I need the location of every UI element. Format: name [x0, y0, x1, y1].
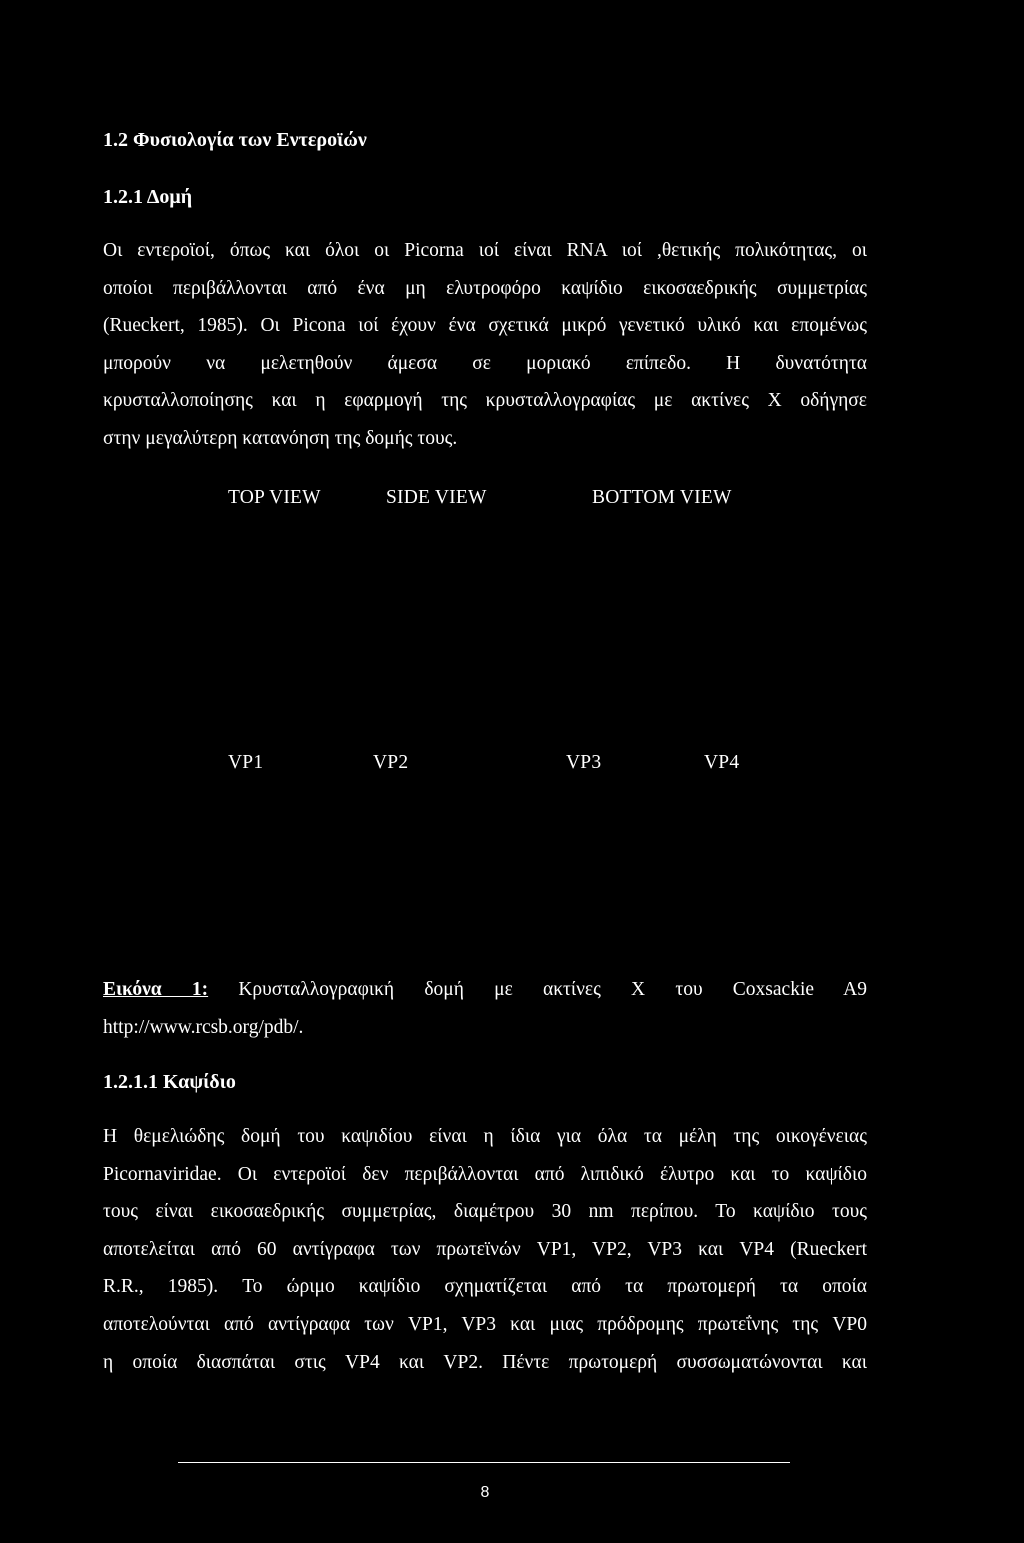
paragraph-line: αποτελούνται από αντίγραφα των VP1, VP3 και μιας πρόδρομης πρωτεΐνης της VP0: [103, 1313, 867, 1335]
paragraph-line: κρυσταλλοποίησης και η εφαρμογή της κρυσταλλογραφίας με ακτίνες Χ οδήγησε: [103, 390, 867, 412]
side-view-label: SIDE VIEW: [386, 487, 487, 508]
paragraph-line: αποτελείται από 60 αντίγραφα των πρωτεϊνών VP1, VP2, VP3 και VP4 (Rueckert: [103, 1238, 867, 1260]
paragraph-line: Οι εντεροϊοί, όπως και όλοι οι Picorna ιοί είναι RNA ιοί ,θετικής πολικότητας, οι: [103, 240, 867, 261]
paragraph-line: οποίοι περιβάλλονται από ένα μη ελυτροφόρο καψίδιο εικοσαεδρικής συμμετρίας: [103, 277, 867, 299]
paragraph-line: Η θεμελιώδης δομή του καψιδίου είναι η ίδια για όλα τα μέλη της οικογένειας: [103, 1126, 867, 1147]
paragraph-line: Picornaviridae. Οι εντεροϊοί δεν περιβάλλονται από λιπιδικό έλυτρο και το καψίδιο: [103, 1163, 867, 1185]
vp3-label: VP3: [566, 752, 602, 773]
page-number: 8: [480, 1484, 490, 1501]
vp2-label: VP2: [373, 752, 409, 773]
paragraph-line: μπορούν να μελετηθούν άμεσα σε μοριακό επίπεδο. Η δυνατότητα: [103, 352, 867, 374]
subsection-heading-structure: 1.2.1 Δομή: [103, 186, 193, 208]
caption-text: Κρυσταλλογραφική δομή με ακτίνες Χ του Coxsackie A9: [238, 979, 868, 1000]
top-view-label: TOP VIEW: [228, 487, 321, 508]
vp1-label: VP1: [228, 752, 264, 773]
subsection-heading-capsid: 1.2.1.1 Καψίδιο: [103, 1071, 236, 1093]
paragraph-line: η οποία διασπάται στις VP4 και VP2. Πέντε πρωτομερή συσσωματώνονται και: [103, 1351, 867, 1373]
caption-source-link: http://www.rcsb.org/pdb/.: [103, 1017, 304, 1038]
caption-label: Εικόνα 1:: [103, 979, 209, 1000]
section-heading: 1.2 Φυσιολογία των Εντεροϊών: [103, 129, 367, 151]
bottom-view-label: BOTTOM VIEW: [592, 487, 732, 508]
figure-caption: [103, 971, 867, 1047]
intro-paragraph: [103, 232, 867, 458]
paragraph-line: (Rueckert, 1985). Οι Picona ιοί έχουν ένα σχετικά μικρό γενετικό υλικό και επομένως: [103, 315, 867, 337]
paragraph-line: R.R., 1985). Το ώριμο καψίδιο σχηματίζεται από τα πρωτομερή τα οποία: [103, 1276, 867, 1298]
paragraph-line: τους είναι εικοσαεδρικής συμμετρίας, διαμέτρου 30 nm περίπου. Το καψίδιο τους: [103, 1201, 867, 1223]
caption-line: [103, 971, 867, 1009]
paragraph-line: στην μεγαλύτερη κατανόηση της δομής τους.: [103, 427, 458, 449]
capsid-paragraph: [103, 1118, 867, 1381]
footer-divider: [178, 1462, 790, 1463]
vp4-label: VP4: [704, 752, 740, 773]
